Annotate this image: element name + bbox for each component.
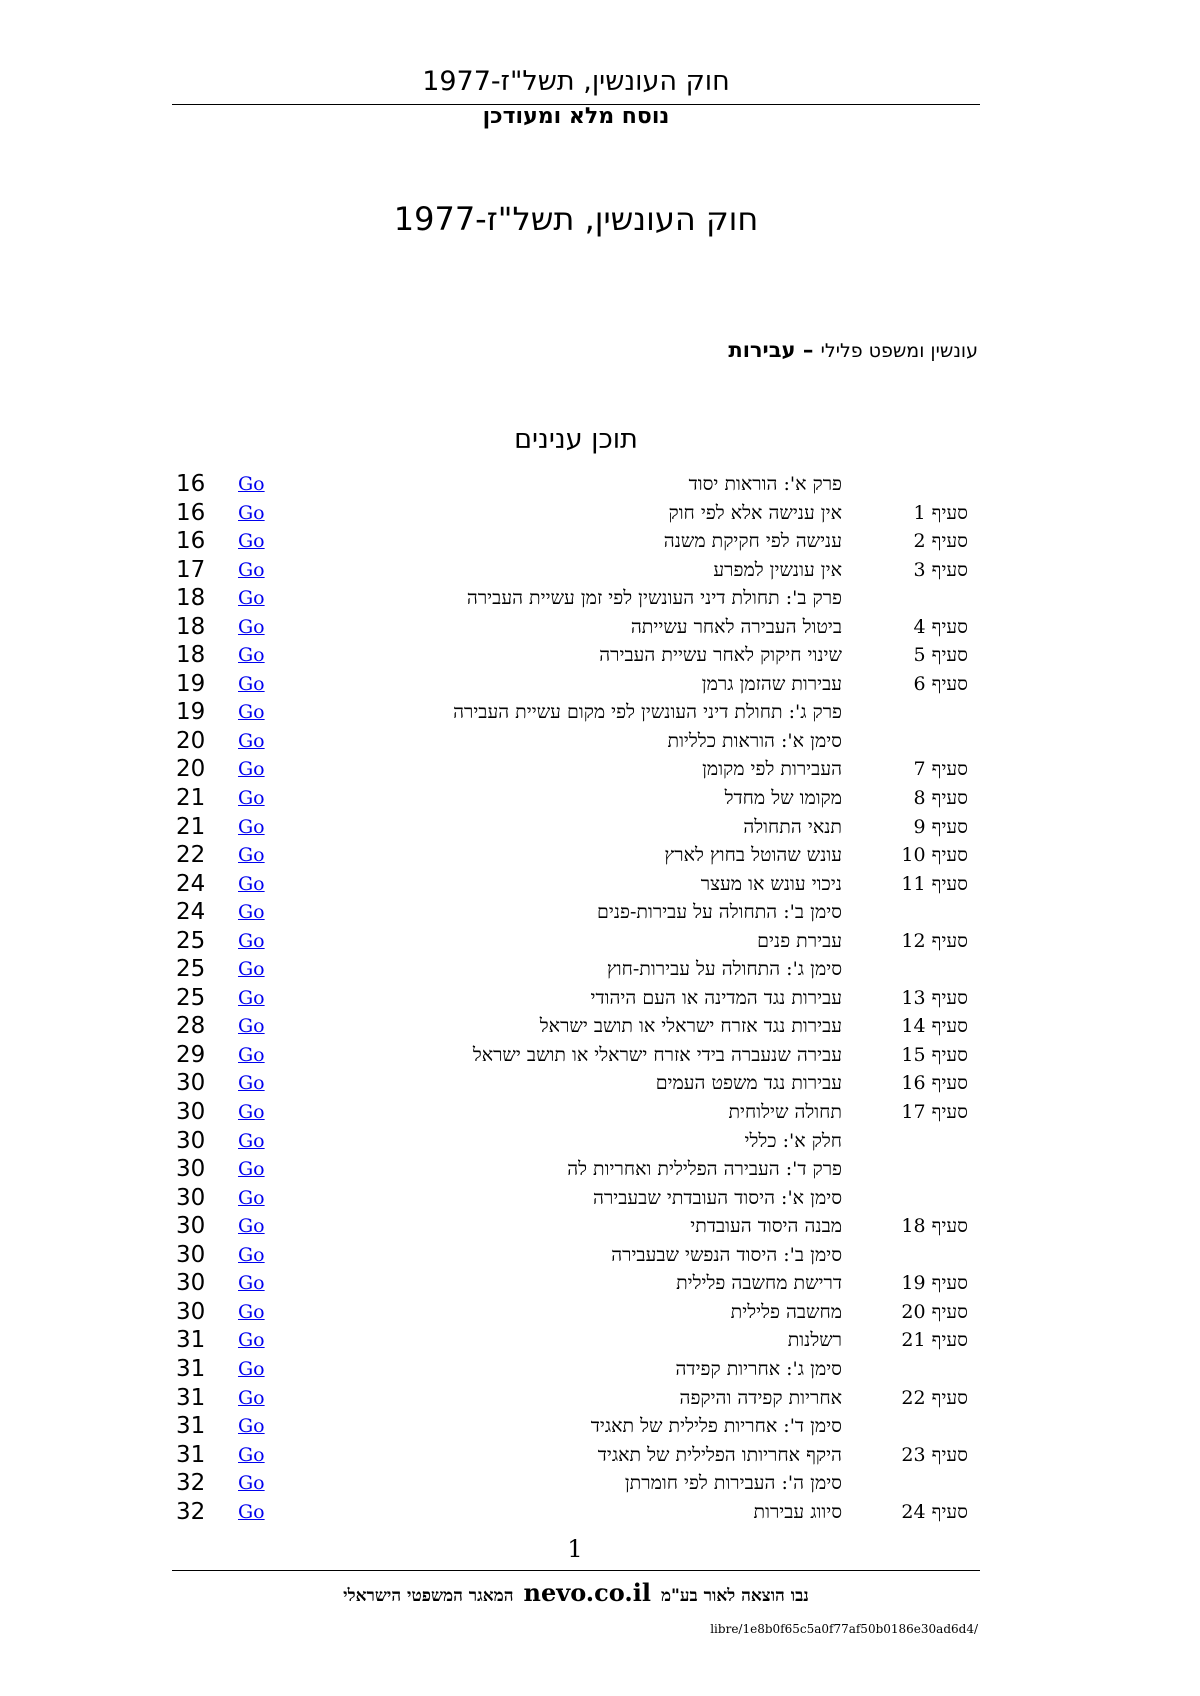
toc-row [0,813,1200,842]
toc-row [0,1155,1200,1184]
toc-row [0,556,1200,585]
toc-go-link[interactable]: Go [238,1472,265,1495]
toc-page-number: 31 [176,1413,206,1440]
category-line [728,338,978,362]
toc-page-number: 19 [176,670,206,697]
toc-section-label: סעיף 23 [901,1443,968,1466]
toc-row [0,727,1200,756]
toc-section-label: סעיף 7 [913,758,968,781]
toc-section-label: סעיף 12 [901,929,968,952]
toc-page-number: 31 [176,1327,206,1354]
toc-row [0,1326,1200,1355]
toc-entry-title: סימן ה': העבירות לפי חומרתן [624,1472,842,1495]
toc-page-number: 20 [176,756,206,783]
toc-go-link[interactable]: Go [238,787,265,810]
category-separator: – [795,338,821,362]
toc-row [0,841,1200,870]
toc-row [0,784,1200,813]
toc-row [0,927,1200,956]
toc-row [0,641,1200,670]
toc-page-number: 30 [176,1184,206,1211]
toc-entry-title: ענישה לפי חקיקת משנה [663,530,842,553]
toc-entry-title: תחולה שילוחית [728,1101,842,1124]
toc-entry-title: אין עונשין למפרע [713,558,842,581]
toc-go-link[interactable]: Go [238,929,265,952]
toc-page-number: 30 [176,1127,206,1154]
footer-path: libre/1e8b0f65c5a0f77af50b0186e30ad6d4/ [710,1622,978,1636]
toc-page-number: 30 [176,1298,206,1325]
toc-page-number: 25 [176,956,206,983]
toc-go-link[interactable]: Go [238,1329,265,1352]
toc-row [0,1412,1200,1441]
toc-row [0,1184,1200,1213]
page-number: 1 [567,1535,583,1563]
toc-go-link[interactable]: Go [238,530,265,553]
toc-go-link[interactable]: Go [238,1072,265,1095]
toc-page-number: 18 [176,642,206,669]
toc-page-number: 30 [176,1099,206,1126]
toc-entry-title: עבירה שנעברה בידי אזרח ישראלי או תושב ישראל [472,1043,842,1066]
toc-go-link[interactable]: Go [238,1015,265,1038]
toc-entry-title: עונש שהוטל בחוץ לארץ [664,844,842,867]
toc-section-label: סעיף 16 [901,1072,968,1095]
toc-title: תוכן ענינים [514,424,638,455]
toc-go-link[interactable]: Go [238,473,265,495]
toc-go-link[interactable]: Go [238,558,265,581]
toc-entry-title: רשלנות [787,1329,842,1352]
toc-section-label: סעיף 22 [901,1386,968,1409]
toc-row [0,670,1200,699]
toc-go-link[interactable]: Go [238,1386,265,1409]
toc-row [0,955,1200,984]
toc-go-link[interactable]: Go [238,701,265,724]
toc-go-link[interactable]: Go [238,1272,265,1295]
toc-go-link[interactable]: Go [238,1215,265,1238]
footer-publisher [172,1578,980,1607]
toc-page-number: 16 [176,528,206,555]
toc-go-link[interactable]: Go [238,1129,265,1152]
footer-divider [172,1570,980,1571]
toc-row [0,1384,1200,1413]
toc-section-label: סעיף 15 [901,1043,968,1066]
toc-go-link[interactable]: Go [238,1443,265,1466]
toc-page-number: 16 [176,471,206,497]
toc-go-link[interactable]: Go [238,1500,265,1523]
toc-entry-title: ניכוי עונש או מעצר [700,872,842,895]
toc-entry-title: היקף אחריותו הפלילית של תאגיד [597,1443,842,1466]
toc-page-number: 31 [176,1355,206,1382]
toc-go-link[interactable]: Go [238,1243,265,1266]
toc-page-number: 31 [176,1441,206,1468]
toc-page-number: 21 [176,785,206,812]
toc-go-link[interactable]: Go [238,758,265,781]
toc-entry-title: סימן ג': אחריות קפידה [675,1357,842,1380]
header-title: חוק העונשין, תשל"ז-1977 [422,66,730,97]
toc-go-link[interactable]: Go [238,1158,265,1181]
toc-go-link[interactable]: Go [238,729,265,752]
toc-page-number: 17 [176,556,206,583]
toc-row [0,1012,1200,1041]
toc-section-label: סעיף 6 [913,672,968,695]
toc-entry-title: מחשבה פלילית [730,1300,842,1323]
toc-row [0,1355,1200,1384]
toc-row [0,1098,1200,1127]
toc-entry-title: אחריות קפידה והיקפה [679,1386,842,1409]
toc-entry-title: מבנה היסוד העובדתי [690,1215,842,1238]
toc-page-number: 20 [176,727,206,754]
toc-go-link[interactable]: Go [238,501,265,524]
toc-row [0,1127,1200,1156]
header-subtitle: נוסח מלא ומעודכן [482,104,670,129]
toc-entry-title: עבירות שהזמן גרמן [701,672,842,695]
toc-section-label: סעיף 14 [901,1015,968,1038]
toc-row [0,1212,1200,1241]
toc-page-number: 24 [176,870,206,897]
toc-row [0,1498,1200,1527]
toc-row [0,1041,1200,1070]
category-prefix: עונשין ומשפט פלילי [820,340,978,362]
toc-go-link[interactable]: Go [238,1415,265,1438]
toc-section-label: סעיף 19 [901,1272,968,1295]
toc-section-label: סעיף 2 [913,530,968,553]
toc-section-label: סעיף 5 [913,644,968,667]
toc-go-link[interactable]: Go [238,844,265,867]
toc-section-label: סעיף 10 [901,844,968,867]
toc-section-label: סעיף 11 [901,872,968,895]
toc-row [0,1241,1200,1270]
toc-page-number: 25 [176,984,206,1011]
toc-go-link[interactable]: Go [238,872,265,895]
toc-page-number: 31 [176,1384,206,1411]
toc-entry-title: עבירות נגד אזרח ישראלי או תושב ישראל [539,1015,842,1038]
toc-page-number: 21 [176,813,206,840]
toc-page-number: 30 [176,1241,206,1268]
toc-go-link[interactable]: Go [238,1186,265,1209]
toc-entry-title: סימן ב': התחולה על עבירות-פנים [597,901,842,924]
toc-page-number: 30 [176,1070,206,1097]
toc-row [0,1469,1200,1498]
toc-section-label: סעיף 4 [913,615,968,638]
toc-section-label: סעיף 3 [913,558,968,581]
toc-go-link[interactable]: Go [238,644,265,667]
category-main: עבירות [728,338,796,362]
toc-entry-title: עבירות נגד המדינה או העם היהודי [590,986,842,1009]
toc-section-label: סעיף 13 [901,986,968,1009]
toc-row [0,755,1200,784]
toc-page-number: 24 [176,899,206,926]
toc-entry-title: סיווג עבירות [753,1500,842,1523]
toc-entry-title: ביטול העבירה לאחר עשייתה [630,615,842,638]
toc-section-label: סעיף 9 [913,815,968,838]
toc-section-label: סעיף 20 [901,1300,968,1323]
toc-page-number: 16 [176,499,206,526]
toc-row [0,1441,1200,1470]
toc-row [0,984,1200,1013]
toc-entry-title: חלק א': כללי [744,1129,842,1152]
toc-row [0,1298,1200,1327]
toc-row [0,1069,1200,1098]
toc-row [0,1269,1200,1298]
toc-row [0,698,1200,727]
toc-entry-title: שינוי חיקוק לאחר עשיית העבירה [599,644,842,667]
toc-row [0,470,1200,499]
toc-entry-title: פרק ד': העבירה הפלילית ואחריות לה [567,1158,842,1181]
toc-entry-title: אין ענישה אלא לפי חוק [668,501,842,524]
toc-row [0,499,1200,528]
toc-row [0,584,1200,613]
toc-entry-title: סימן א': היסוד העובדתי שבעבירה [593,1186,842,1209]
toc-section-label: סעיף 17 [901,1101,968,1124]
toc-section-label: סעיף 8 [913,787,968,810]
toc-entry-title: סימן ג': התחולה על עבירות-חוץ [606,958,842,981]
toc-entry-title: סימן א': הוראות כלליות [667,729,842,752]
toc-entry-title: תנאי התחולה [743,815,842,838]
toc-section-label: סעיף 18 [901,1215,968,1238]
toc-go-link[interactable]: Go [238,815,265,838]
toc-row [0,613,1200,642]
footer-brand: nevo.co.il [523,1578,651,1607]
toc-page-number: 18 [176,585,206,612]
toc-row [0,527,1200,556]
toc-entry-title: העבירות לפי מקומן [702,758,842,781]
toc-page-number: 25 [176,927,206,954]
footer-published-prefix: נבו הוצאה לאור בע"מ [660,1586,809,1606]
toc-go-link[interactable]: Go [238,587,265,610]
toc-entry-title: סימן ד': אחריות פלילית של תאגיד [590,1415,842,1438]
toc-page-number: 32 [176,1470,206,1497]
toc-go-link[interactable]: Go [238,672,265,695]
toc-page-number: 32 [176,1498,206,1525]
toc-page-number: 29 [176,1041,206,1068]
toc-go-link[interactable]: Go [238,1043,265,1066]
toc-row [0,870,1200,899]
toc-row [0,898,1200,927]
toc-entry-title: פרק א': הוראות יסוד [688,473,842,495]
toc-entry-title: דרישת מחשבה פלילית [676,1272,842,1295]
toc-page-number: 18 [176,613,206,640]
toc-go-link[interactable]: Go [238,901,265,924]
toc-go-link[interactable]: Go [238,1357,265,1380]
toc-section-label: סעיף 1 [913,501,968,524]
toc-page-number: 30 [176,1270,206,1297]
table-of-contents [0,470,1200,1526]
toc-section-label: סעיף 24 [901,1500,968,1523]
toc-page-number: 19 [176,699,206,726]
toc-go-link[interactable]: Go [238,1101,265,1124]
toc-entry-title: מקומו של מחדל [724,787,842,810]
toc-page-number: 22 [176,842,206,869]
toc-go-link[interactable]: Go [238,958,265,981]
toc-page-number: 30 [176,1156,206,1183]
toc-go-link[interactable]: Go [238,615,265,638]
toc-go-link[interactable]: Go [238,986,265,1009]
toc-entry-title: עבירות נגד משפט העמים [655,1072,842,1095]
toc-entry-title: עבירת פנים [757,929,842,952]
toc-go-link[interactable]: Go [238,1300,265,1323]
toc-page-number: 30 [176,1213,206,1240]
toc-section-label: סעיף 21 [901,1329,968,1352]
toc-entry-title: סימן ב': היסוד הנפשי שבעבירה [611,1243,842,1266]
footer-tagline: המאגר המשפטי הישראלי [343,1586,514,1606]
toc-entry-title: פרק ג': תחולת דיני העונשין לפי מקום עשיית העבירה [453,701,842,724]
toc-page-number: 28 [176,1013,206,1040]
document-title: חוק העונשין, תשל"ז-1977 [393,200,759,238]
toc-entry-title: פרק ב': תחולת דיני העונשין לפי זמן עשיית העבירה [466,587,842,610]
